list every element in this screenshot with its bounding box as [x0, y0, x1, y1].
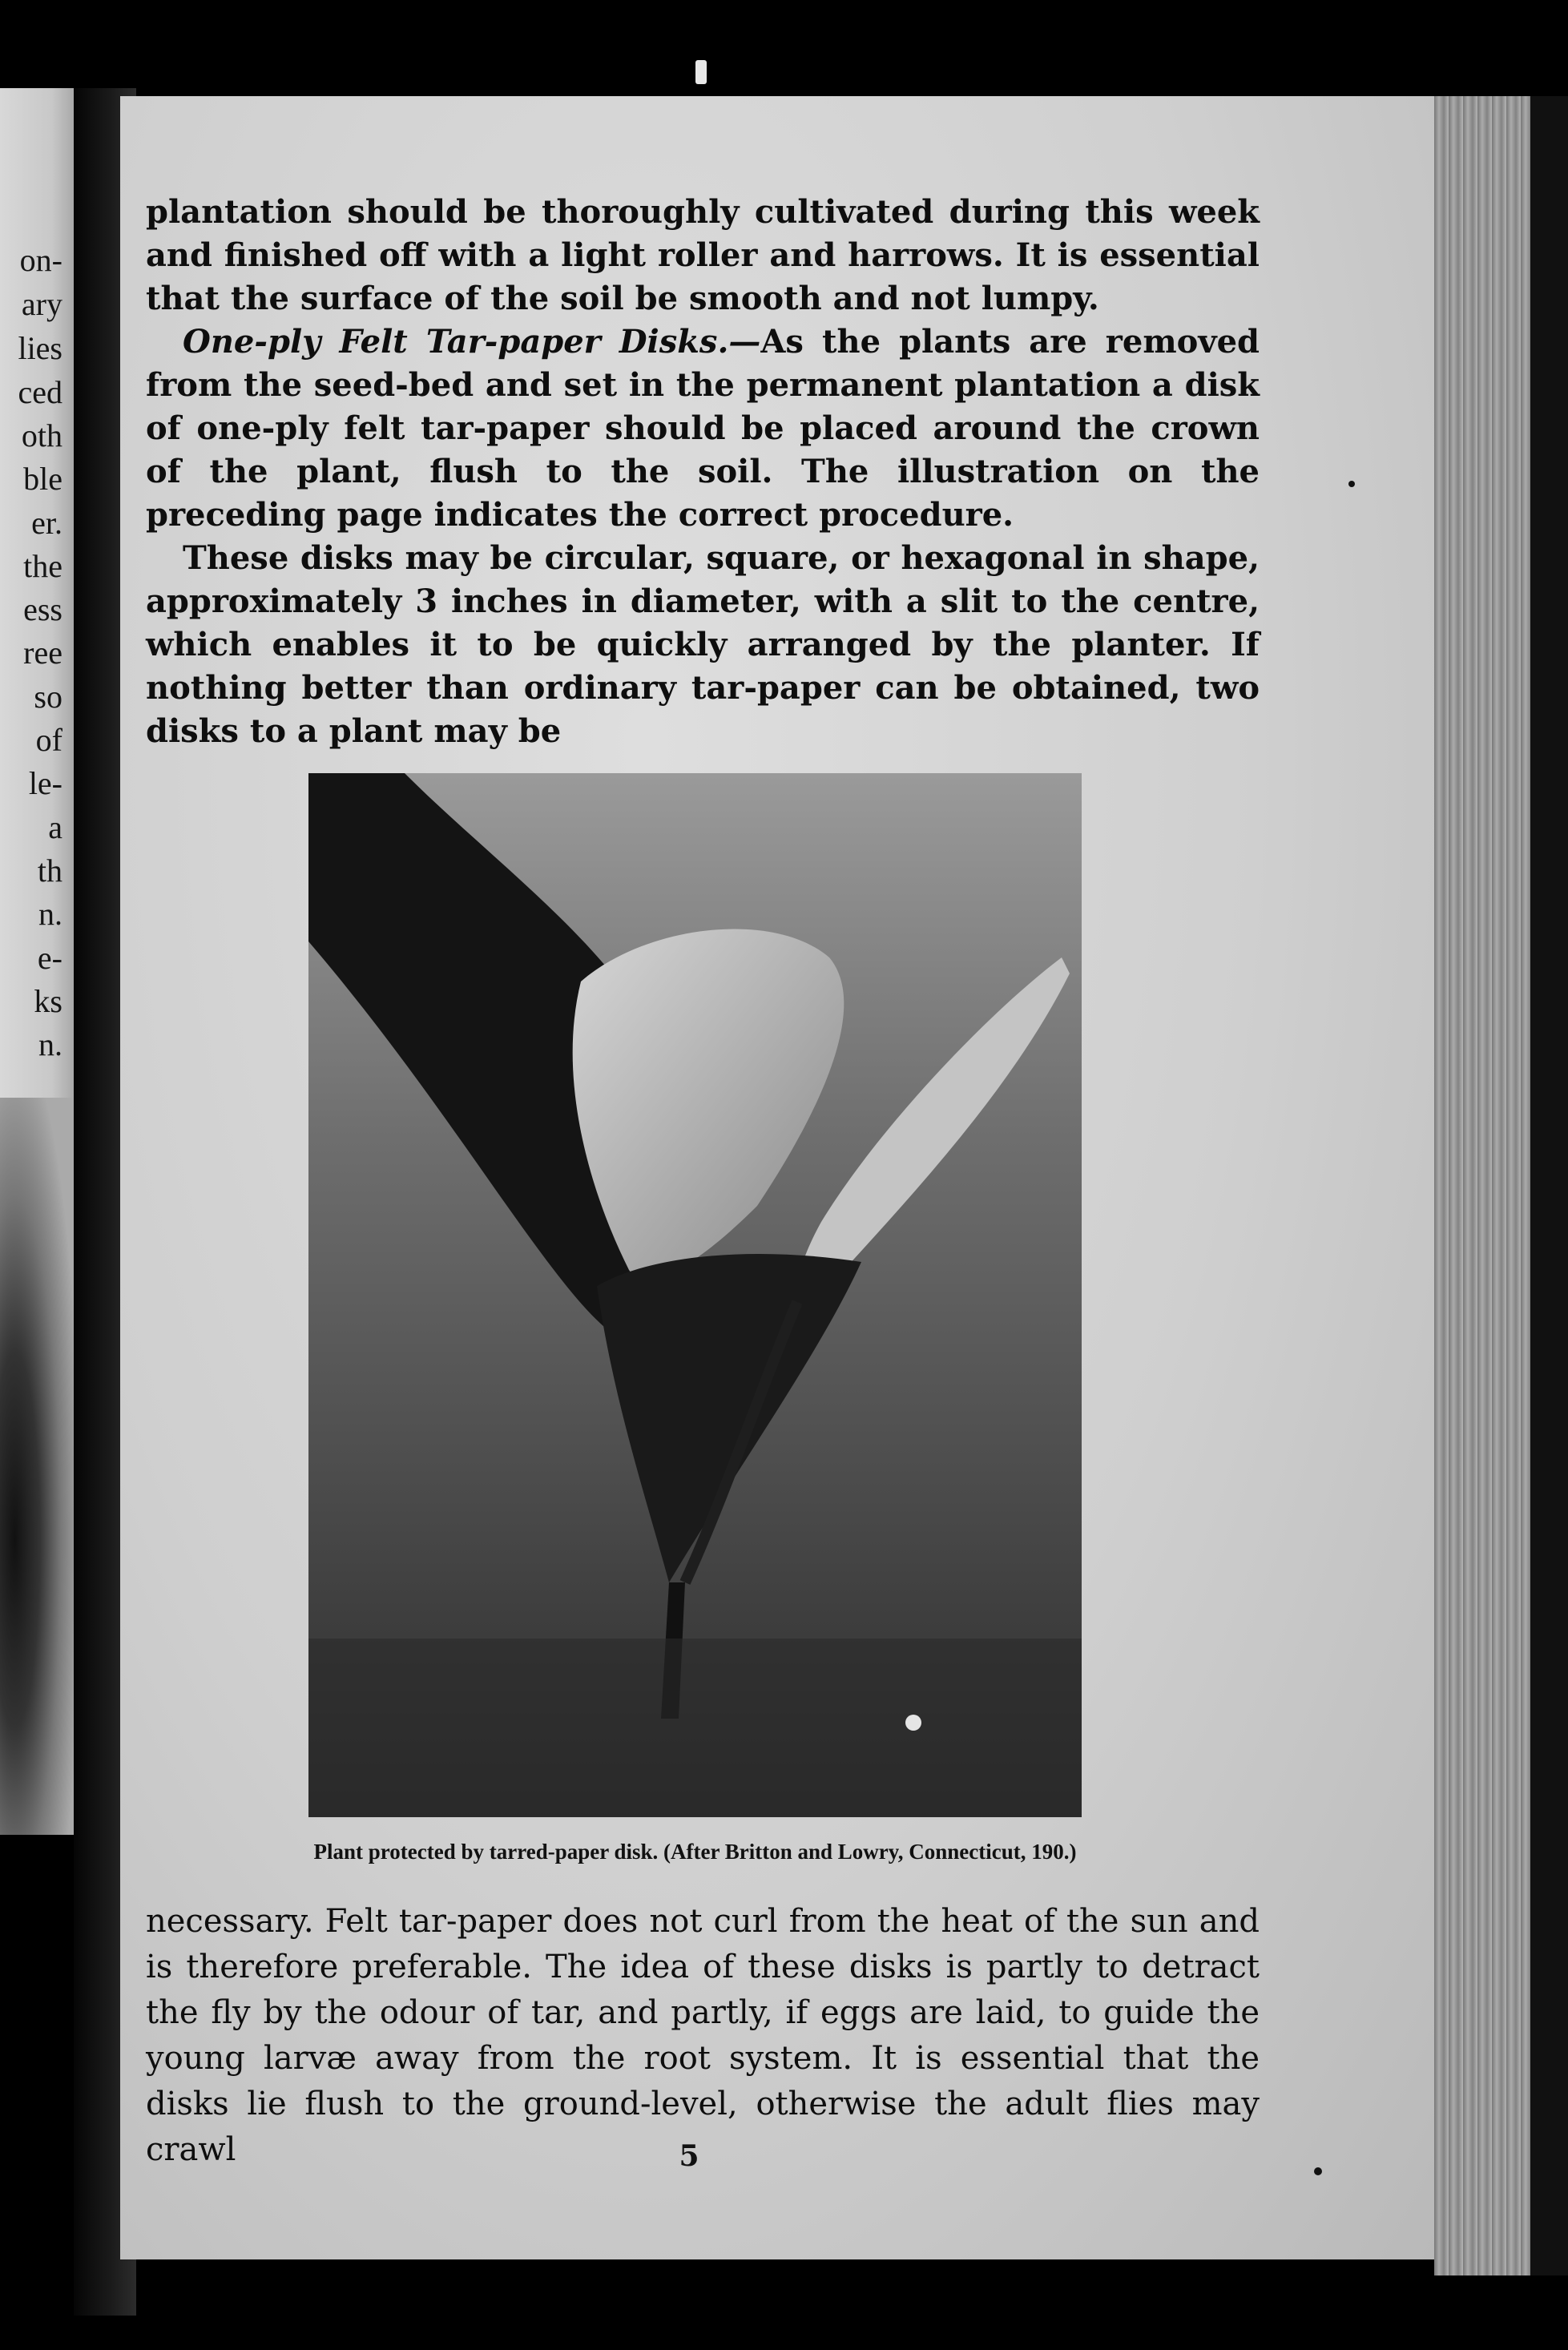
paragraph-felt-tar-paper: necessary. Felt tar-paper does not curl from the heat of the sun and is therefore preferable. The idea of these disks is partly to detract the fly by the odour of tar, and partly, if eggs are laid, to guide the young larvæ away from the root system. It is essential that the disks lie flush to the ground-level, otherwise the adult flies may crawl: [146, 1903, 1260, 2168]
page-stack-edge: [1434, 96, 1530, 2275]
prev-page-fragment: ess: [23, 591, 62, 627]
prev-page-fragment: of: [35, 722, 62, 758]
prev-page-fragment: lies: [18, 330, 62, 366]
page-number: 5: [679, 2139, 699, 2173]
prev-page-fragment: le-: [28, 765, 62, 801]
scan-speck: [1348, 481, 1355, 487]
bottom-text-block: [146, 1899, 1260, 2173]
prev-page-fragment: e-: [37, 940, 62, 976]
prev-page-fragment: ced: [18, 374, 62, 410]
prev-page-fragment: n.: [38, 1026, 62, 1062]
paragraph-disk-shape: These disks may be circular, square, or hexagonal in shape, approximately 3 inches in diameter, with a slit to the centre, which enables it to be quickly arranged by the planter. If nothing better than ordinary tar-paper can be obtained, two disks to a plant may be: [146, 539, 1260, 750]
prev-page-photo: [0, 1098, 74, 1835]
prev-page-fragment: a: [48, 809, 62, 845]
prev-page-fragment: the: [23, 548, 62, 584]
scan-speck: [695, 60, 707, 84]
figure-caption: Plant protected by tarred-paper disk. (After Britton and Lowry, Connecticut, 190.): [313, 1840, 1077, 1864]
prev-page-fragment: er.: [31, 505, 62, 541]
plant-photograph: [308, 773, 1082, 1817]
prev-page-fragment: th: [37, 853, 62, 889]
prev-page-fragment: so: [34, 679, 62, 715]
section-heading: One-ply Felt Tar-paper Disks.—: [183, 323, 761, 361]
prev-page-fragment: ary: [21, 286, 62, 322]
prev-page-fragment: on-: [19, 242, 62, 278]
paragraph-disks-body: As the plants are removed from the seed-bed and set in the permanent plantation a disk of one-ply felt tar-paper should be placed around the crown of the plant, flush to the soil. The illustration on the preceding page indicates the correct procedure.: [146, 323, 1260, 534]
paragraph-intro: plantation should be thoroughly cultivated during this week and finished off with a light roller and harrows. It is essential that the surface of the soil be smooth and not lumpy.: [146, 193, 1260, 317]
scan-speck: [1314, 2167, 1322, 2175]
prev-page-fragment: ks: [34, 983, 62, 1019]
top-text-block: [146, 191, 1260, 753]
prev-page-fragment: ree: [23, 635, 62, 671]
prev-page-fragment: ble: [23, 461, 62, 497]
prev-page-fragment: oth: [21, 417, 62, 453]
plant-photo-illustration: [308, 773, 1082, 1817]
scan-border-right: [1530, 96, 1568, 2275]
prev-page-fragment: n.: [38, 896, 62, 932]
paragraph-disks-heading: [146, 320, 1260, 537]
previous-page-edge: [0, 88, 74, 1835]
